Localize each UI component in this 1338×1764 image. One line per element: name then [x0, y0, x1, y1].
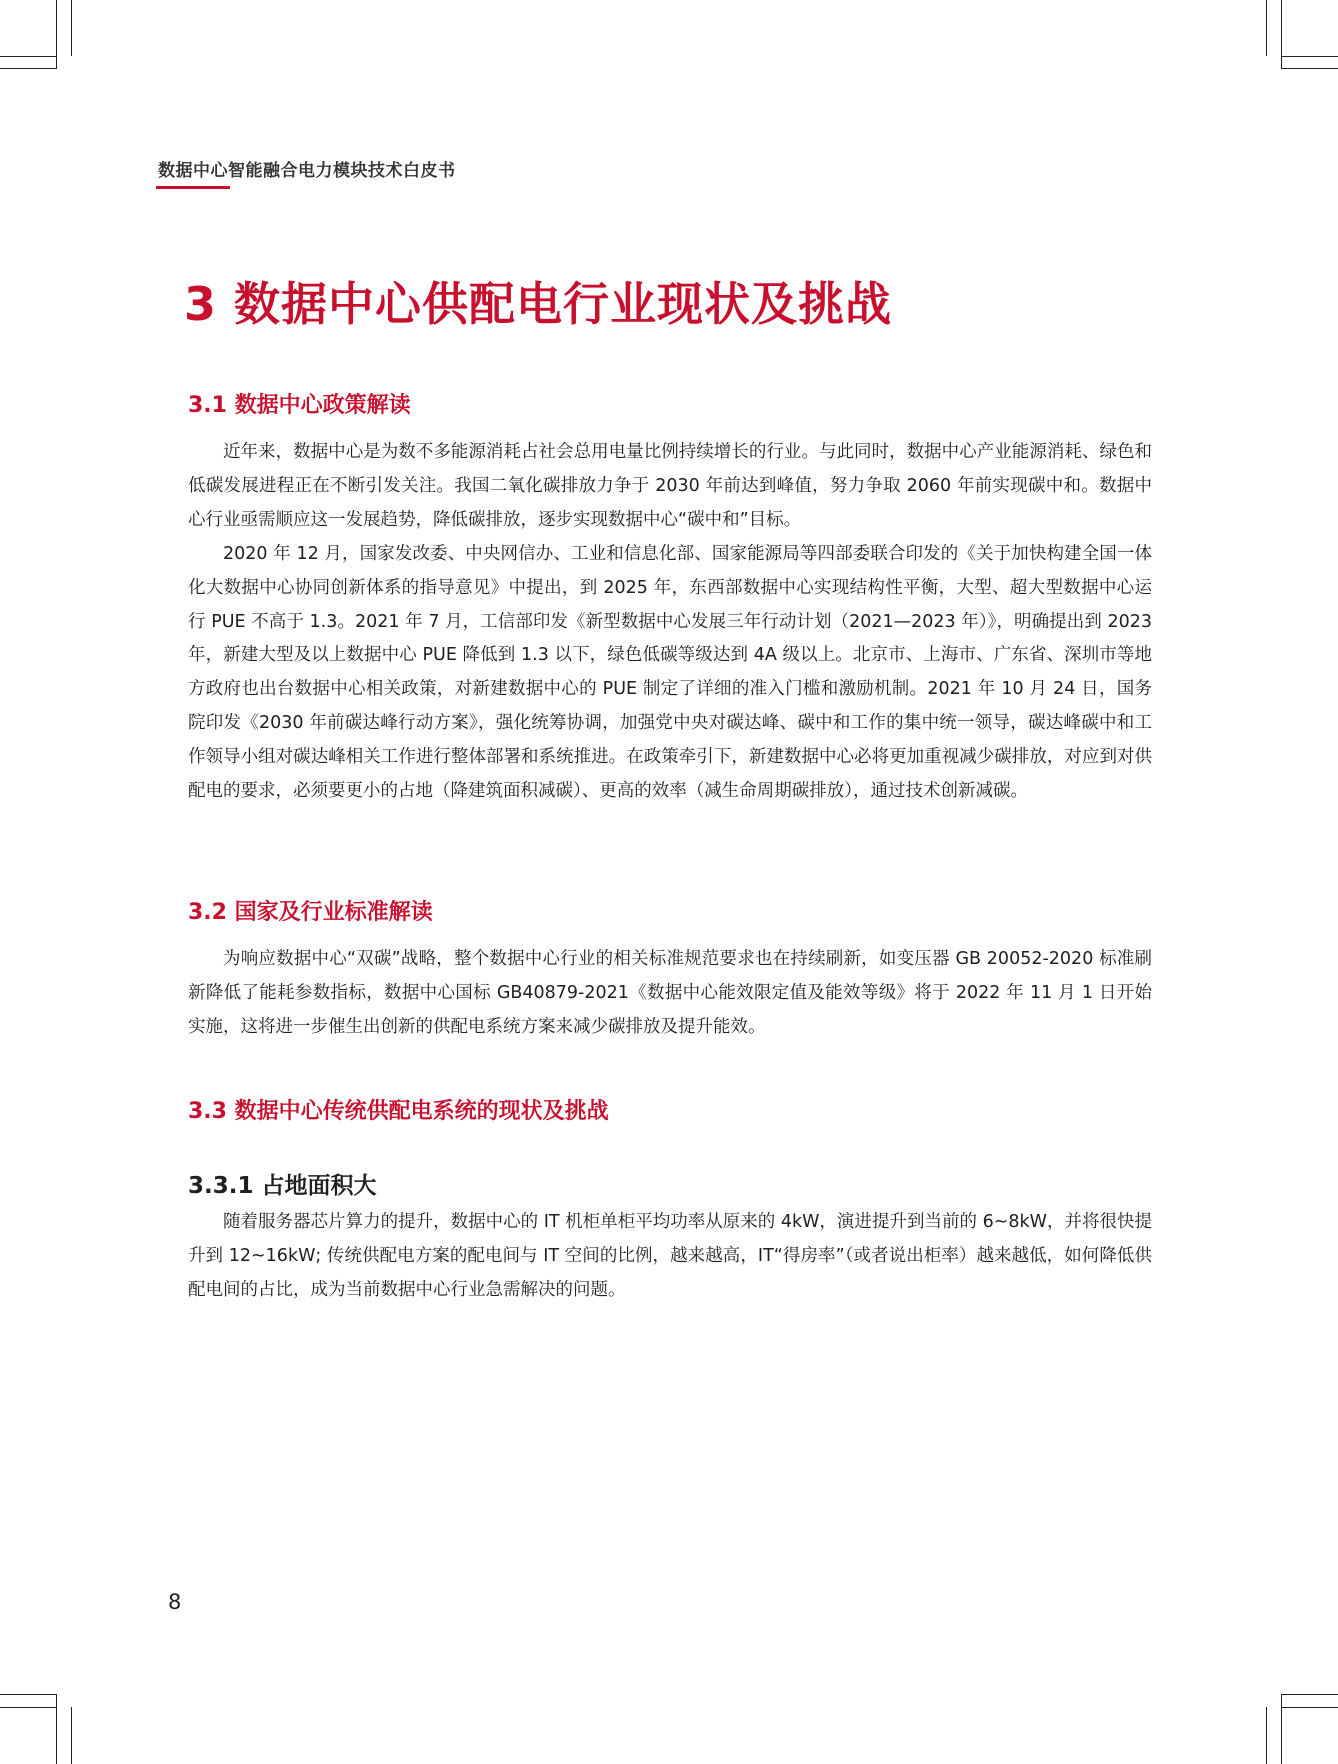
subsection-heading-3-3-1: 3.3.1 占地面积大	[188, 1173, 377, 1199]
running-header-rule	[156, 186, 230, 189]
page-number: 8	[168, 1590, 182, 1614]
section-body-3-3-1	[188, 1206, 1152, 1308]
paragraph: 随着服务器芯片算力的提升，数据中心的 IT 机柜单柜平均功率从原来的 4kW，演进提升到当前的 6~8kW，并将很快提升到 12~16kW; 传统供配电方案的配电间与 IT 空间的比例，越来越高，IT“得房率”（或者说出柜率）越来越低，如何降低供配电间的占比，成为当前数据中心行业急需解决的问题。	[188, 1212, 1152, 1300]
paragraph: 近年来，数据中心是为数不多能源消耗占社会总用电量比例持续增长的行业。与此同时，数据中心产业能源消耗、绿色和低碳发展进程正在不断引发关注。我国二氧化碳排放力争于 2030 年前达到峰值，努力争取 2060 年前实现碳中和。数据中心行业亟需顺应这一发展趋势，降低碳排放，逐步实现数据中心“碳中和”目标。	[188, 442, 1152, 530]
section-body-3-2	[188, 943, 1152, 1045]
chapter-title: 3 数据中心供配电行业现状及挑战	[184, 277, 893, 331]
section-heading-3-2: 3.2 国家及行业标准解读	[188, 900, 433, 925]
section-heading-3-1: 3.1 数据中心政策解读	[188, 393, 411, 418]
paragraph: 2020 年 12 月，国家发改委、中央网信办、工业和信息化部、国家能源局等四部委联合印发的《关于加快构建全国一体化大数据中心协同创新体系的指导意见》中提出，到 2025 年，东西部数据中心实现结构性平衡，大型、超大型数据中心运行 PUE 不高于 1.3。2021 年 7 月，工信部印发《新型数据中心发展三年行动计划（2021—2023 年）》，明确提出到 2023 年，新建大型及以上数据中心 PUE 降低到 1.3 以下，绿色低碳等级达到 4A 级以上。北京市、上海市、广东省、深圳市等地方政府也出台数据中心相关政策，对新建数据中心的 PUE 制定了详细的准入门槛和激励机制。2021 年 10 月 24 日，国务院印发《2030 年前碳达峰行动方案》，强化统筹协调，加强党中央对碳达峰、碳中和工作的集中统一领导，碳达峰碳中和工作领导小组对碳达峰相关工作进行整体部署和系统推进。在政策牵引下，新建数据中心必将更加重视减少碳排放，对应到对供配电的要求，必须要更小的占地（降建筑面积减碳）、更高的效率（减生命周期碳排放），通过技术创新减碳。	[188, 543, 1152, 802]
section-heading-3-3: 3.3 数据中心传统供配电系统的现状及挑战	[188, 1099, 609, 1124]
section-body-3-1	[188, 436, 1152, 809]
paragraph: 为响应数据中心“双碳”战略，整个数据中心行业的相关标准规范要求也在持续刷新，如变压器 GB 20052-2020 标准刷新降低了能耗参数指标，数据中心国标 GB40879-2021《数据中心能效限定值及能效等级》将于 2022 年 11 月 1 日开始实施，这将进一步催生出创新的供配电系统方案来减少碳排放及提升能效。	[188, 949, 1152, 1037]
running-header: 数据中心智能融合电力模块技术白皮书	[158, 161, 456, 181]
